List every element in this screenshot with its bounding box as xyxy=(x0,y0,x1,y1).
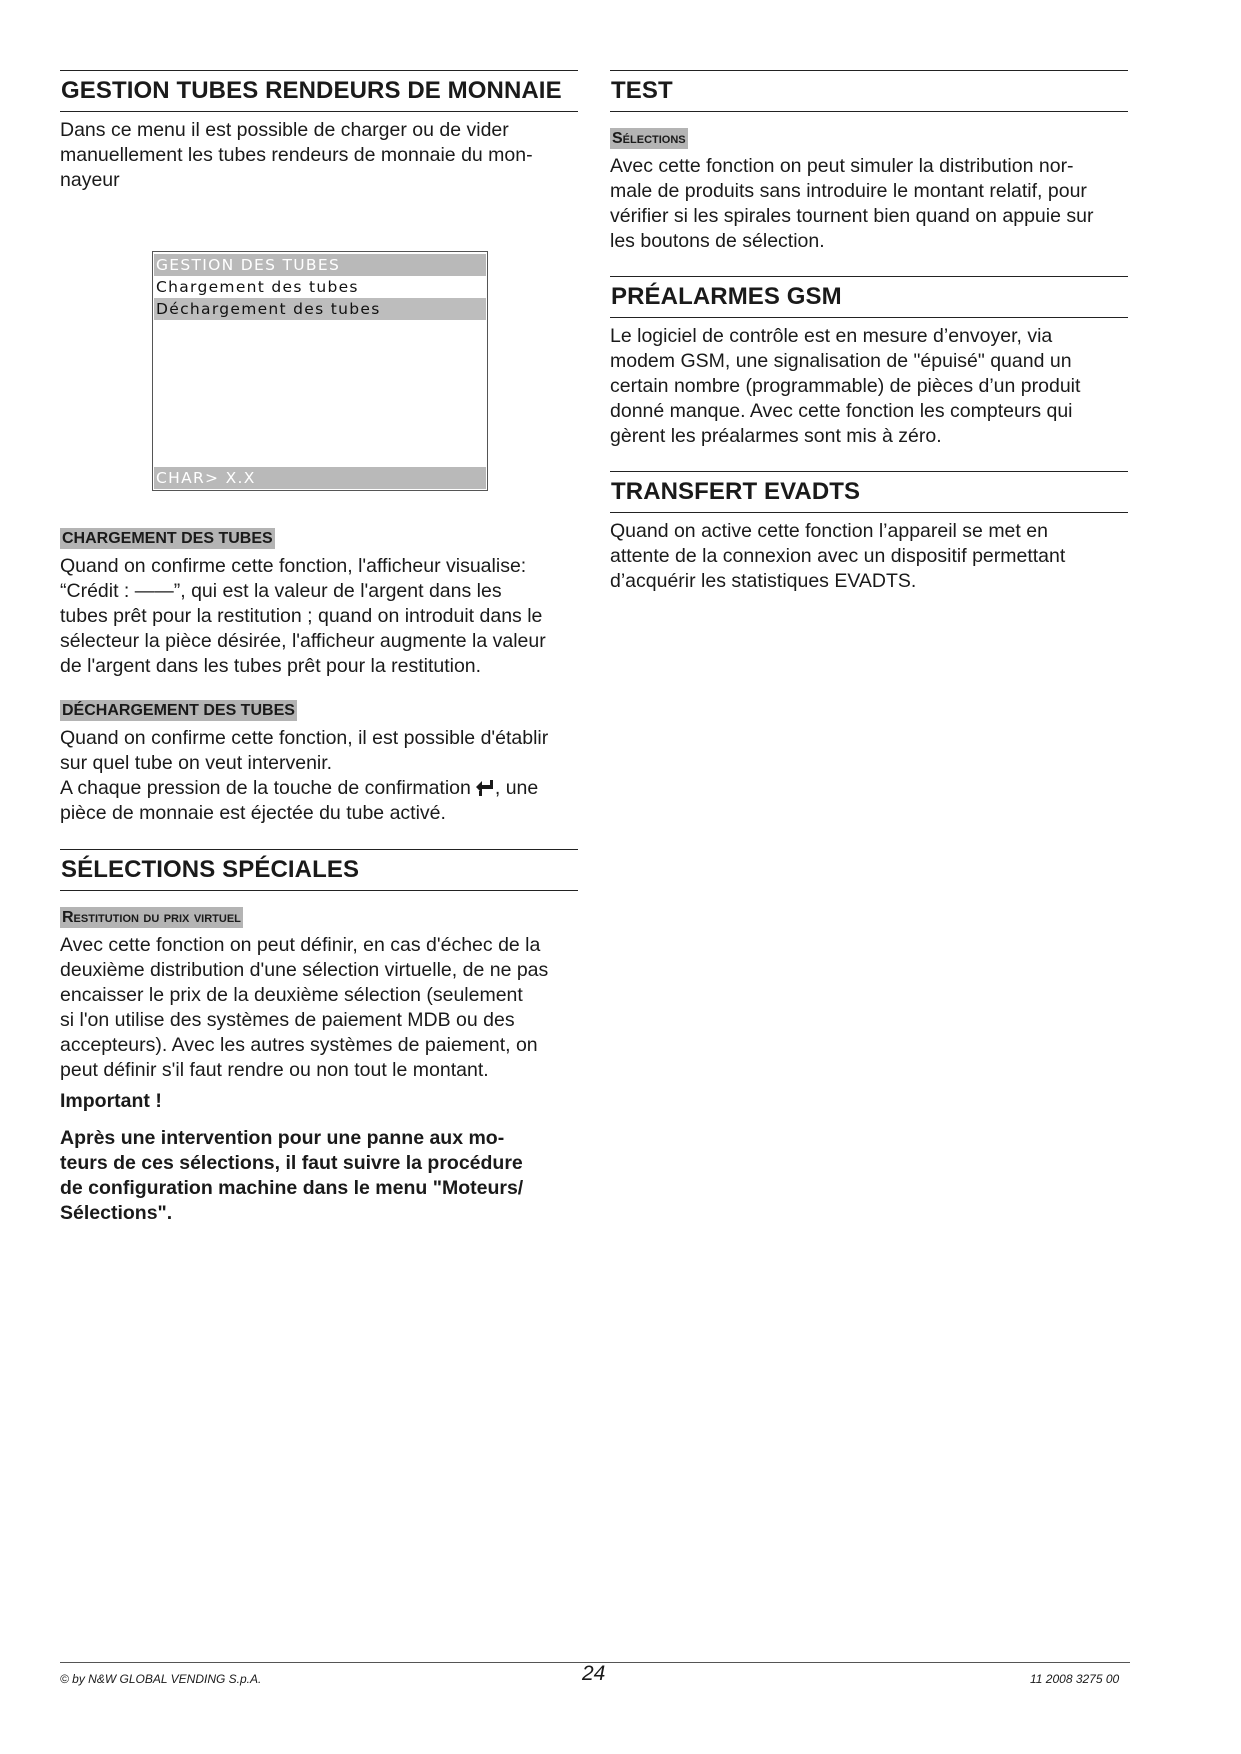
restitution-subheading: Restitution du prix virtuel xyxy=(62,909,241,926)
lcd-display xyxy=(152,251,488,491)
chargement-text: Quand on confirme cette fonction, l'afficheur visualise: “Crédit : ——”, qui est la valeur de l'argent dans les tubes prêt pour la restitution ; quand on introduit dans le sélecteur la pièce désirée, l'afficheur augmente la valeur de l'argent dans les tubes prêt pour la restitution. xyxy=(60,555,546,677)
dechargement-text-1: Quand on confirme cette fonction, il est possible d'établir sur quel tube on veut intervenir. xyxy=(60,727,549,774)
dechargement-text-3: pièce de monnaie est éjectée du tube activé. xyxy=(60,802,446,824)
dechargement-text-2 xyxy=(60,776,578,801)
left-column xyxy=(60,70,578,193)
prealarmes-text: Le logiciel de contrôle est en mesure d’envoyer, via modem GSM, une signalisation de "épuisé" quand un certain nombre (programmable) de pièces d’un produit donné manque. Avec cette fonction les compteurs qui gèrent les préalarmes sont mis à zéro. xyxy=(610,325,1081,447)
footer-copyright: © by N&W GLOBAL VENDING S.p.A. xyxy=(60,1672,262,1686)
dechargement-text-2b: , une xyxy=(494,777,539,799)
test-selections-subheading: Sélections xyxy=(612,130,686,147)
page-number: 24 xyxy=(582,1662,606,1685)
lcd-header: GESTION DES TUBES xyxy=(154,254,486,276)
prealarmes-heading: PRÉALARMES GSM xyxy=(610,276,1128,318)
selections-speciales-heading: SÉLECTIONS SPÉCIALES xyxy=(60,849,578,891)
test-text: Avec cette fonction on peut simuler la distribution nor- male de produits sans introduire le montant relatif, pour vérifier si les spirales tournent bien quand on appuie sur les boutons de sélection. xyxy=(610,155,1094,252)
dechargement-text-2a: A chaque pression de la touche de confirmation xyxy=(60,777,471,799)
enter-key-icon xyxy=(475,779,495,797)
evadts-text: Quand on active cette fonction l’appareil se met en attente de la connexion avec un dispositif permettant d’acquérir les statistiques EVADTS. xyxy=(610,520,1066,592)
test-heading: TEST xyxy=(610,70,1128,112)
dechargement-subheading: DÉCHARGEMENT DES TUBES xyxy=(62,702,295,719)
chargement-subheading: CHARGEMENT DES TUBES xyxy=(62,530,273,547)
important-text: Après une intervention pour une panne aux mo- teurs de ces sélections, il faut suivre la procédure de configuration machine dans le menu "Moteurs/ Sélections". xyxy=(60,1127,524,1224)
left-column-lower xyxy=(60,528,578,1226)
gestion-tubes-intro: Dans ce menu il est possible de charger ou de vider manuellement les tubes rendeurs de monnaie du mon- nayeur xyxy=(60,119,533,191)
lcd-item-dechargement: Déchargement des tubes xyxy=(154,298,486,320)
restitution-text: Avec cette fonction on peut définir, en cas d'échec de la deuxième distribution d'une sélection virtuelle, de ne pas encaisser le prix de la deuxième sélection (seulement si l'on utilise des systèmes de paiement MDB ou des accepteurs). Avec les autres systèmes de paiement, on peut définir s'il faut rendre ou non tout le montant. xyxy=(60,934,549,1081)
document-code: 11 2008 3275 00 xyxy=(1030,1672,1120,1686)
important-title: Important ! xyxy=(60,1090,162,1112)
gestion-tubes-heading: GESTION TUBES RENDEURS DE MONNAIE xyxy=(60,70,578,112)
lcd-footer: CHAR> X.X xyxy=(154,467,486,489)
evadts-heading: TRANSFERT EVADTS xyxy=(610,471,1128,513)
lcd-item-chargement: Chargement des tubes xyxy=(156,278,359,296)
right-column xyxy=(610,70,1128,594)
